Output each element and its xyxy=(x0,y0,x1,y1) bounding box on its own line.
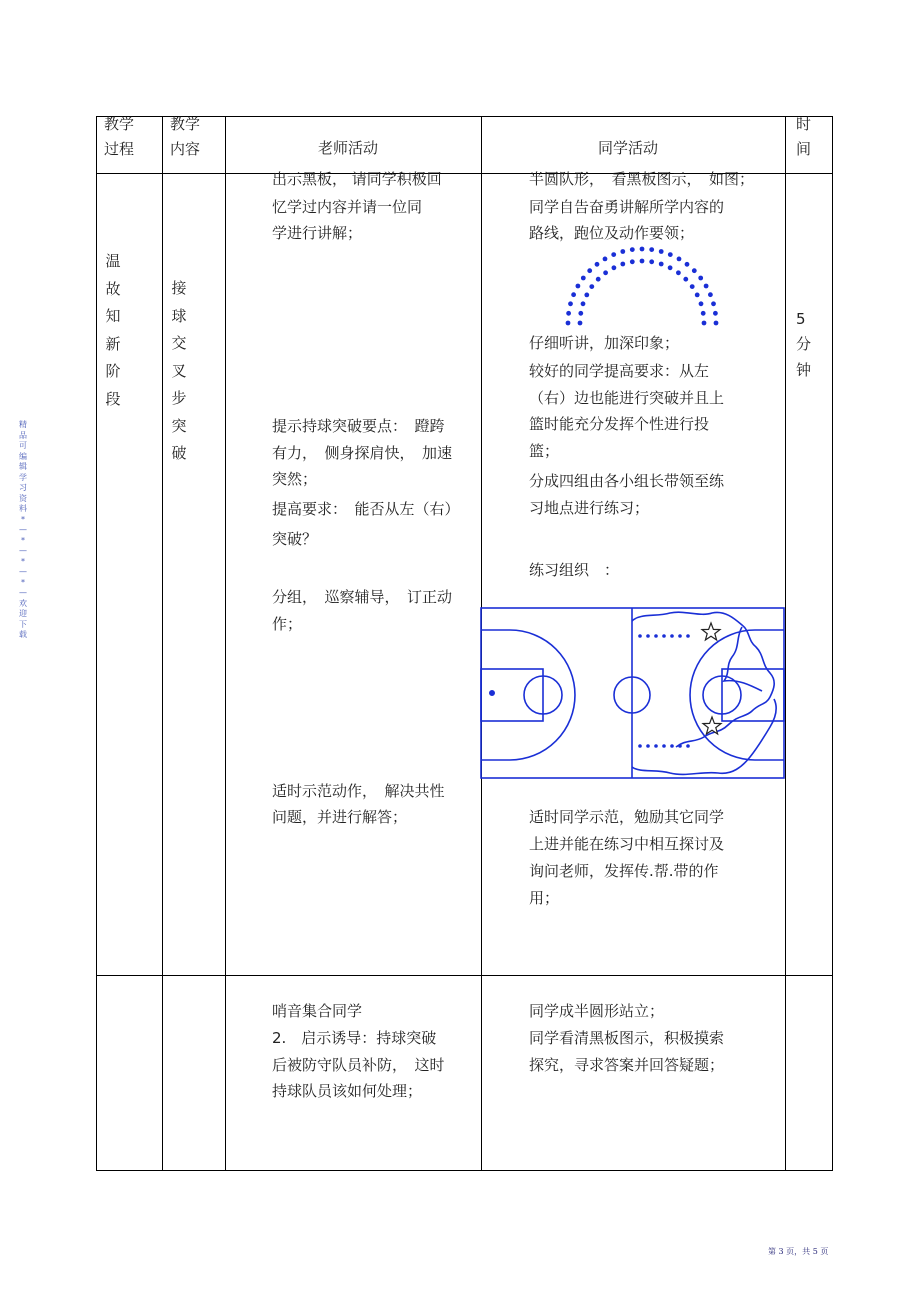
path-dot xyxy=(678,634,682,638)
header-process-2: 过程 xyxy=(104,140,135,158)
header-teacher-activity: 老师活动 xyxy=(318,139,379,157)
formation-dot xyxy=(698,276,703,281)
student-line: 练习组织 ： xyxy=(529,561,620,579)
student-line: 用； xyxy=(529,889,560,907)
teacher-line: 突然； xyxy=(272,470,318,488)
teacher-line: 有力， 侧身探肩快， 加速 xyxy=(272,444,453,462)
formation-dot xyxy=(677,257,682,262)
formation-dot xyxy=(576,284,581,289)
formation-dot xyxy=(596,277,601,282)
header-time-2: 间 xyxy=(796,140,812,158)
teacher-line: 学进行讲解； xyxy=(272,224,363,242)
student-line: 探究，寻求答案并回答疑题； xyxy=(529,1056,725,1074)
formation-dot xyxy=(603,270,608,275)
formation-dot xyxy=(659,249,664,254)
process-char: 阶 xyxy=(105,362,121,380)
path-dot xyxy=(646,634,650,638)
sidebar-char: — xyxy=(19,588,27,597)
row1-content xyxy=(170,275,188,468)
sidebar-char: 辑 xyxy=(19,462,27,471)
student-line: 同学看清黑板图示，积极摸索 xyxy=(529,1029,725,1047)
sidebar-char: 欢 xyxy=(19,598,27,608)
formation-dot xyxy=(711,301,716,306)
table-top-border xyxy=(96,116,833,117)
student-line: （右）边也能进行突破并且上 xyxy=(529,389,725,407)
formation-dot xyxy=(649,259,654,264)
formation-dot xyxy=(713,311,718,316)
sidebar-char: 学 xyxy=(19,472,27,482)
sidebar-char: 迎 xyxy=(19,609,27,618)
sidebar-char: 下 xyxy=(19,619,27,629)
path-dot xyxy=(670,634,674,638)
sidebar-char: — xyxy=(19,546,27,555)
formation-dot xyxy=(676,270,681,275)
path-dot xyxy=(670,744,674,748)
sidebar-char: 资 xyxy=(19,493,27,503)
path-dot xyxy=(686,634,690,638)
sidebar-char: * xyxy=(21,535,25,545)
formation-dot xyxy=(714,321,719,326)
formation-dot xyxy=(708,292,713,297)
left-three-point-arc xyxy=(481,630,575,760)
student-line: 仔细听讲，加深印象； xyxy=(529,334,680,352)
formation-dot xyxy=(589,284,594,289)
content-char: 交 xyxy=(171,334,187,352)
col-border-1 xyxy=(162,116,163,1171)
formation-dot xyxy=(630,247,635,252)
student-line: 路线，跑位及动作要领； xyxy=(529,224,695,242)
inner-dribble-path xyxy=(724,627,762,691)
content-char: 突 xyxy=(171,416,187,435)
student-line: 分成四组由各小组长带领至练 xyxy=(529,472,725,490)
page-footer: 第 3 页，共 5 页 xyxy=(768,1247,829,1256)
row1-bottom-border xyxy=(96,975,833,976)
content-char: 步 xyxy=(171,389,187,407)
teacher-line: 出示黑板， 请同学积极回 xyxy=(272,170,442,188)
formation-dot xyxy=(692,268,697,273)
top-dribble-path xyxy=(632,612,774,747)
header-content-2: 内容 xyxy=(170,140,201,158)
sidebar-char: 习 xyxy=(19,483,27,492)
right-three-point-arc xyxy=(690,630,784,760)
formation-dot xyxy=(695,293,700,298)
process-char: 温 xyxy=(105,252,121,270)
formation-dot xyxy=(620,249,625,254)
formation-dot xyxy=(640,259,645,264)
formation-dot xyxy=(640,247,645,252)
formation-dot xyxy=(659,262,664,267)
time-unit: 钟 xyxy=(796,361,812,379)
teacher-line: 提示持球突破要点： 蹬跨 xyxy=(272,417,445,435)
teacher-line: 作； xyxy=(272,615,303,633)
formation-dot xyxy=(699,301,704,306)
student-line: 同学成半圆形站立； xyxy=(529,1002,665,1020)
formation-dot xyxy=(683,277,688,282)
process-char: 段 xyxy=(105,389,121,408)
student-line: 习地点进行练习； xyxy=(529,499,650,517)
sidebar-char: — xyxy=(19,525,27,534)
sidebar-char: 载 xyxy=(19,630,27,639)
col-border-2 xyxy=(225,116,226,1171)
star-icon xyxy=(702,623,720,640)
formation-dot xyxy=(566,311,571,316)
teacher-line: 提高要求： 能否从左（右） xyxy=(272,500,460,518)
path-dot xyxy=(686,744,690,748)
formation-dot xyxy=(578,321,583,326)
formation-dot xyxy=(611,252,616,257)
path-dot xyxy=(638,634,642,638)
path-dot xyxy=(654,634,658,638)
teacher-line: 分组， 巡察辅导， 订正动 xyxy=(272,588,453,606)
formation-dot xyxy=(595,262,600,267)
header-process-1: 教学 xyxy=(104,115,135,133)
formation-dot xyxy=(685,262,690,267)
student-line: 篮； xyxy=(529,442,560,460)
student-line: 询问老师，发挥传.帮.带的作 xyxy=(529,862,719,880)
formation-dot xyxy=(649,247,654,252)
path-dot xyxy=(646,744,650,748)
basketball-court-diagram xyxy=(480,607,786,780)
sidebar-char: * xyxy=(21,514,25,524)
formation-dot xyxy=(668,252,673,257)
formation-dot xyxy=(701,311,706,316)
path-dot xyxy=(638,744,642,748)
formation-dot xyxy=(568,301,573,306)
student-line: 半圆队形， 看黑板图示， 如图； xyxy=(529,170,755,188)
sidebar-char: — xyxy=(19,567,27,576)
sidebar-char: 可 xyxy=(19,441,27,450)
teacher-line: 哨音集合同学 xyxy=(272,1002,363,1020)
student-line: 上进并能在练习中相互探讨及 xyxy=(529,835,725,853)
sidebar-char: 品 xyxy=(19,430,27,440)
col-border-5 xyxy=(832,116,833,1171)
formation-dot xyxy=(571,292,576,297)
process-char: 知 xyxy=(105,307,121,325)
formation-dot xyxy=(630,259,635,264)
formation-dot xyxy=(603,257,608,262)
semicircle-formation-diagram xyxy=(552,245,732,330)
teacher-line: 适时示范动作， 解决共性 xyxy=(272,782,445,800)
formation-dot xyxy=(587,268,592,273)
path-dot xyxy=(662,634,666,638)
student-line: 篮时能充分发挥个性进行投 xyxy=(529,415,710,433)
sidebar-char: 编 xyxy=(19,451,27,461)
formation-dot xyxy=(620,262,625,267)
header-time-1: 时 xyxy=(796,115,812,133)
path-dot xyxy=(662,744,666,748)
formation-dot xyxy=(704,284,709,289)
student-line: 适时同学示范，勉励其它同学 xyxy=(529,808,725,826)
process-char: 新 xyxy=(105,334,121,353)
content-char: 接 xyxy=(171,279,187,297)
path-dot xyxy=(678,744,682,748)
teacher-line: 后被防守队员补防， 这时 xyxy=(272,1056,445,1074)
teacher-line: 持球队员该如何处理； xyxy=(272,1082,423,1100)
side-watermark xyxy=(17,420,29,641)
content-char: 球 xyxy=(171,306,187,325)
formation-dot xyxy=(690,284,695,289)
process-char: 故 xyxy=(105,279,121,298)
formation-dot xyxy=(612,265,617,270)
content-char: 叉 xyxy=(171,361,187,380)
table-bottom-border xyxy=(96,1170,833,1171)
teacher-line: 问题，并进行解答； xyxy=(272,808,408,826)
sidebar-char: 料 xyxy=(19,504,27,513)
col-border-0 xyxy=(96,116,97,1171)
header-content-1: 教学 xyxy=(170,115,201,133)
sidebar-char: * xyxy=(21,577,25,587)
content-char: 破 xyxy=(171,444,187,462)
student-line: 较好的同学提高要求：从左 xyxy=(529,362,710,380)
sidebar-char: * xyxy=(21,556,25,566)
formation-dot xyxy=(702,321,707,326)
student-line: 同学自告奋勇讲解所学内容的 xyxy=(529,198,725,216)
formation-dot xyxy=(668,265,673,270)
path-dot xyxy=(654,744,658,748)
header-student-activity: 同学活动 xyxy=(598,139,659,157)
teacher-line: 忆学过内容并请一位同 xyxy=(272,198,423,216)
sidebar-char: 精 xyxy=(19,420,27,429)
formation-dot xyxy=(578,311,583,316)
row1-process xyxy=(104,248,122,413)
formation-dot xyxy=(581,301,586,306)
left-basket xyxy=(490,691,494,695)
formation-dot xyxy=(584,293,589,298)
formation-dot xyxy=(581,276,586,281)
formation-dot xyxy=(566,321,571,326)
right-key xyxy=(722,669,784,721)
teacher-line: 2. 启示诱导：持球突破 xyxy=(272,1029,437,1047)
time-value: 5 xyxy=(796,310,806,328)
teacher-line: 突破？ xyxy=(272,530,318,548)
time-unit: 分 xyxy=(796,335,812,353)
